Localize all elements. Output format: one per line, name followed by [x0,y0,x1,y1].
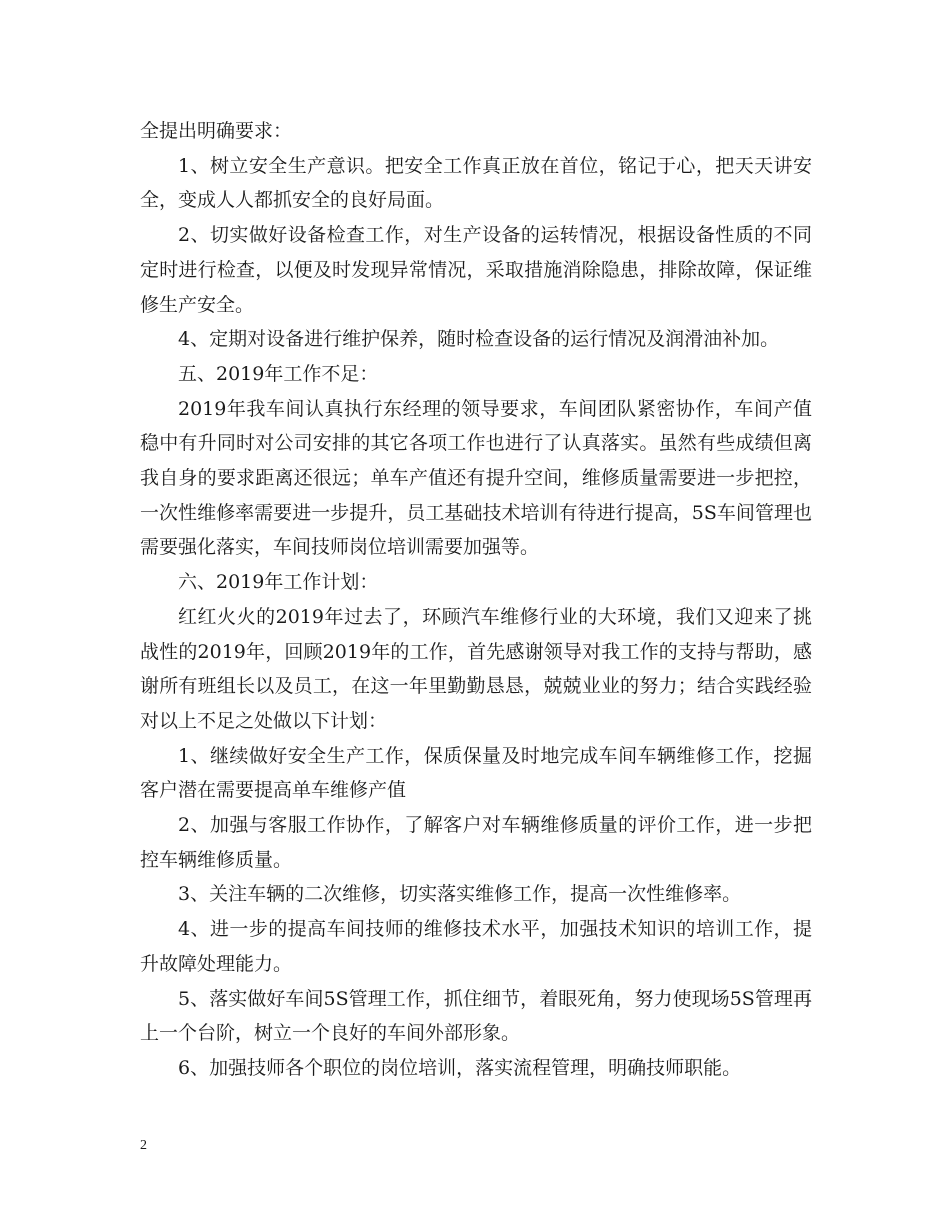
paragraph-shortcomings: 2019年我车间认真执行东经理的领导要求，车间团队紧密协作，车间产值稳中有升同时对公司安排的其它各项工作也进行了认真落实。虽然有些成绩但离我自身的要求距离还很远；单车产值还有提升空间，维修质量需要进一步把控，一次性维修率需要进一步提升，员工基础技术培训有待进行提高，5S车间管理也需要强化落实，车间技师岗位培训需要加强等。 [140,397,812,559]
paragraph-plan-item-6: 6、加强技师各个职位的岗位培训，落实流程管理，明确技师职能。 [178,1056,742,1079]
paragraph-plan-item-3: 3、关注车辆的二次维修，切实落实维修工作，提高一次性维修率。 [178,883,742,906]
section-heading-shortcomings: 五、2019年工作不足： [178,362,379,385]
paragraph-safety-item-2: 2、切实做好设备检查工作，对生产设备的运转情况，根据设备性质的不同定时进行检查，以便及时发现异常情况，采取措施消除隐患，排除故障，保证维修生产安全。 [140,224,812,316]
section-heading-plan: 六、2019年工作计划： [178,571,379,594]
paragraph-safety-item-1: 1、树立安全生产意识。把安全工作真正放在首位，铭记于心，把天天讲安全，变成人人都抓安全的良好局面。 [140,154,812,212]
paragraph-plan-intro: 红红火火的2019年过去了，环顾汽车维修行业的大环境，我们又迎来了挑战性的2019年，回顾2019年的工作，首先感谢领导对我工作的支持与帮助，感谢所有班组长以及员工，在这一年里勤勤恳恳，兢兢业业的努力；结合实践经验对以上不足之处做以下计划： [140,605,812,732]
paragraph-plan-item-1: 1、继续做好安全生产工作，保质保量及时地完成车间车辆维修工作，挖掘客户潜在需要提高单车维修产值 [140,744,812,802]
paragraph-plan-item-2: 2、加强与客服工作协作，了解客户对车辆维修质量的评价工作，进一步把控车辆维修质量。 [140,814,812,871]
paragraph-plan-item-4: 4、进一步的提高车间技师的维修技术水平，加强技术知识的培训工作，提升故障处理能力。 [140,918,812,975]
page-number: 2 [140,1138,147,1153]
paragraph-plan-item-5: 5、落实做好车间5S管理工作，抓住细节，着眼死角，努力使现场5S管理再上一个台阶，树立一个良好的车间外部形象。 [140,987,812,1045]
paragraph-intro: 全提出明确要求： [140,120,293,142]
document-body [140,114,812,1086]
paragraph-safety-item-4: 4、定期对设备进行维护保养，随时检查设备的运行情况及润滑油补加。 [178,328,780,351]
